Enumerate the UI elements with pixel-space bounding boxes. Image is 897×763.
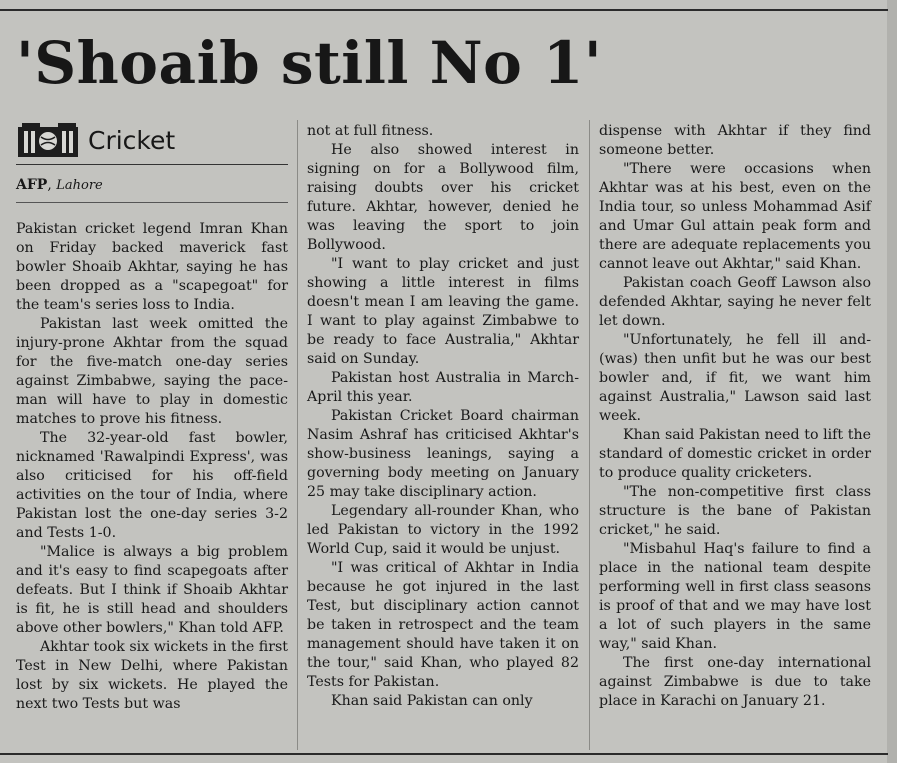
paper-edge [887, 0, 897, 763]
byline-agency: AFP [16, 177, 48, 193]
paragraph: Akhtar took six wickets in the first Test in New Delhi, where Pakistan lost by six wickets. He played the next two Tests but was [16, 639, 288, 712]
paragraph: "The non-competitive first class structure is the bane of Pakistan cricket," he said. [599, 484, 871, 538]
section-rule [16, 164, 288, 165]
bottom-rule [0, 753, 888, 755]
paragraph: Khan said Pakistan need to lift the standard of domestic cricket in order to produce quality cricketers. [599, 427, 871, 481]
paragraph: "There were occasions when Akhtar was at his best, even on the India tour, so unless Mohammad Asif and Umar Gul attain peak form and there are adequate replacements you cannot leave out Akhtar," said Khan. [599, 161, 871, 272]
article-column-3 [599, 122, 871, 711]
paragraph: Pakistan cricket legend Imran Khan on Friday backed maverick fast bowler Shoaib Akhtar, saying he has been dropped as a "scapegoat" for the team's series loss to India. [16, 221, 288, 313]
paragraph: Pakistan Cricket Board chairman Nasim Ashraf has criticised Akhtar's show-business leanings, saying a governing body meeting on January 25 may take disciplinary action. [307, 408, 579, 500]
paragraph: "Unfortunately, he fell ill and-(was) then unfit but he was our best bowler and, if fit, we want him against Australia," Lawson said last week. [599, 332, 871, 424]
column-divider [589, 120, 590, 750]
headline: 'Shoaib still No 1' [16, 29, 603, 97]
top-rule [0, 9, 888, 11]
paragraph: The first one-day international against Zimbabwe is due to take place in Karachi on January 21. [599, 655, 871, 709]
paragraph: Pakistan host Australia in March-April this year. [307, 370, 579, 405]
paragraph: He also showed interest in signing on for a Bollywood film, raising doubts over his cricket future. Akhtar, however, denied he was leaving the sport to join Bollywood. [307, 142, 579, 253]
article-column-2 [307, 122, 579, 711]
paragraph: "Malice is always a big problem and it's easy to find scapegoats after defeats. But I think if Shoaib Akhtar is fit, he is still head and shoulders above other bowlers," Khan told AFP. [16, 544, 288, 636]
paragraph: Legendary all-rounder Khan, who led Pakistan to victory in the 1992 World Cup, said it would be unjust. [307, 503, 579, 557]
byline-location: Lahore [56, 178, 103, 193]
cricket-ball-wickets-icon [18, 123, 78, 157]
byline-rule [16, 202, 288, 203]
column-divider [297, 120, 298, 750]
paragraph: Pakistan coach Geoff Lawson also defended Akhtar, saying he never felt let down. [599, 275, 871, 329]
paragraph: dispense with Akhtar if they find someone better. [599, 123, 871, 158]
section-label: Cricket [88, 126, 176, 155]
paragraph: "I was critical of Akhtar in India because he got injured in the last Test, but disciplinary action cannot be taken in retrospect and the team management should have taken it on the tour," said Khan, who played 82 Tests for Pakistan. [307, 560, 579, 690]
article-column-1 [16, 220, 288, 714]
paragraph: Khan said Pakistan can only [331, 693, 533, 709]
paragraph: not at full fitness. [307, 123, 434, 139]
paragraph: "I want to play cricket and just showing a little interest in films doesn't mean I am leaving the game. I want to play against Zimbabwe to be ready to face Australia," Akhtar said on Sunday. [307, 256, 579, 367]
paragraph: The 32-year-old fast bowler, nicknamed 'Rawalpindi Express', was also criticised for his off-field activities on the tour of India, where Pakistan lost the one-day series 3-2 and Tests 1-0. [16, 430, 288, 541]
paragraph: Pakistan last week omitted the injury-prone Akhtar from the squad for the five-match one-day series against Zimbabwe, saying the pace-man will have to play in domestic matches to prove his fitness. [16, 316, 288, 427]
byline: AFP, Lahore [16, 177, 103, 193]
paragraph: "Misbahul Haq's failure to find a place in the national team despite performing well in first class seasons is proof of that and we may have lost a lot of such players in the same way," said Khan. [599, 541, 871, 652]
